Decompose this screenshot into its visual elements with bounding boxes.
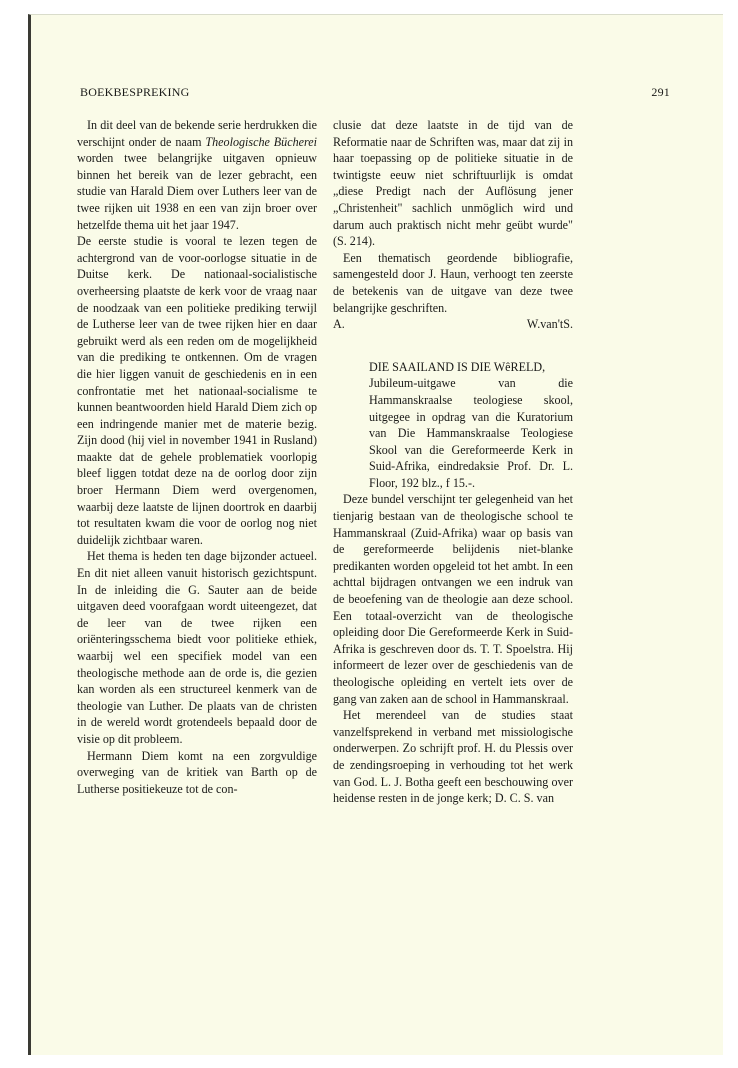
review-signature bbox=[333, 316, 573, 333]
section-title: BOEKBESPREKING bbox=[80, 85, 190, 99]
series-title: Theologische Bücherei bbox=[205, 134, 317, 149]
paragraph-intro bbox=[77, 117, 317, 233]
paragraph-text: In dit deel van de bekende serie herdrukken die verschijnt onder de naam bbox=[77, 118, 317, 149]
book-details: Jubileum-uitgawe van die Hammanskraalse teologiese skool, uitgegee in opdrag van die Kuratorium van Die Hammanskraalse Teologiese Skool van die Gereformeerde Kerk in Suid-Afrika, eindredaksie Prof. Dr. L. Floor, 192 blz., f 15.-. bbox=[369, 376, 573, 490]
paragraph: Hermann Diem komt na een zorgvuldige overweging van de kritiek van Barth op de Lutherse positiekeuze tot de con- bbox=[77, 748, 317, 796]
book-entry bbox=[369, 359, 573, 492]
right-column bbox=[333, 117, 573, 807]
running-header bbox=[80, 85, 674, 101]
paragraph: clusie dat deze laatste in de tijd van de Reformatie naar de Schriften was, maar dat zij in haar toepassing op de politieke situatie in de twintigste eeuw niet schriftuurlijk is omdat „diese Predigt nach der Auflösung jener „Christenheit" sachlich unmöglich wird und darum auch praktisch nicht mehr geübt wurde" (S. 214). bbox=[333, 118, 573, 249]
signature-initial: A. bbox=[333, 317, 345, 332]
signature-author: W.van'tS. bbox=[526, 317, 573, 332]
page-number: 291 bbox=[651, 85, 670, 99]
left-column bbox=[77, 117, 317, 797]
book-title: DIE SAAILAND IS DIE WêRELD, bbox=[369, 359, 546, 374]
paragraph: Het thema is heden ten dage bijzonder actueel. En dit niet alleen vanuit historisch gezichtspunt. In de inleiding die G. Sauter aan de beide uitgaven deed voorafgaan wordt uiteengezet, dat de leer van de twee rijken een oriënteringsschema biedt voor politieke ethiek, waarbij wel een specifiek model van een theologische methode aan de orde is, die gezien kan worden als een structureel kenmerk van de theologie van Luther. De plaats van de christen in de wereld wordt grotendeels bepaald door de visie op dit probleem. bbox=[77, 549, 317, 746]
paragraph: Een thematisch geordende bibliografie, samengesteld door J. Haun, verhoogt ten zeerste de betekenis van de uitgave van deze twee belangrijke geschriften. bbox=[333, 250, 573, 315]
paragraph-text: worden twee belangrijke uitgaven opnieuw binnen het bereik van de lezer gebracht, een studie van Harald Diem over Luthers leer van de twee rijken uit 1938 en een van zijn broer over hetzelfde thema uit het jaar 1947. bbox=[77, 151, 317, 232]
paragraph: Het merendeel van de studies staat vanzelfsprekend in verband met missiologische onderwerpen. Zo schrijft prof. H. du Plessis over de zendingsroeping in verhouding tot het werk van God. L. J. Botha geeft een beschouwing over heidense resten in de jonge kerk; D. C. S. van bbox=[333, 708, 573, 806]
paragraph: Deze bundel verschijnt ter gelegenheid van het tienjarig bestaan van de theologische school te Hammanskraal (Zuid-Afrika) waar op basis van de gereformeerde belijdenis niet-blanke predikanten worden opgeleid tot het ambt. In een achttal bijdragen ontvangen we een indruk van de beoefening van de theologie aan deze school. Een totaal-overzicht van de theologische opleiding door Die Gereformeerde Kerk in Suid-Afrika is geschreven door ds. T. T. Spoelstra. Hij informeert de lezer over de geschiedenis van de theologische opleiding en vertelt iets over de gang van zaken aan de school in Hammanskraal. bbox=[333, 492, 573, 706]
paragraph: De eerste studie is vooral te lezen tegen de achtergrond van de voor-oorlogse situatie in de Duitse kerk. De nationaal-socialistische overheersing plaatste de kerk voor de vraag naar de noodzaak van een politieke prediking terwijl de Lutherse leer van de twee rijken hier en daar gebruikt werd als een reden om de mogelijkheid van die prediking te ontkennen. Om de vragen die hier liggen vanuit de geschiedenis en in een confrontatie met het nationaal-socialisme te kunnen beantwoorden hield Harald Diem zich op een indringende manier met de materie bezig. Zijn dood (hij viel in november 1941 in Rusland) maakte dat de gehele problematiek voorlopig bleef liggen totdat deze na de oorlog door zijn broer Hermann Diem werd overgenomen, waarbij deze laatste de lijnen doortrok en daarbij tot resultaten kwam die voor de oorlog nog niet duidelijk zichtbaar waren. bbox=[77, 234, 317, 547]
